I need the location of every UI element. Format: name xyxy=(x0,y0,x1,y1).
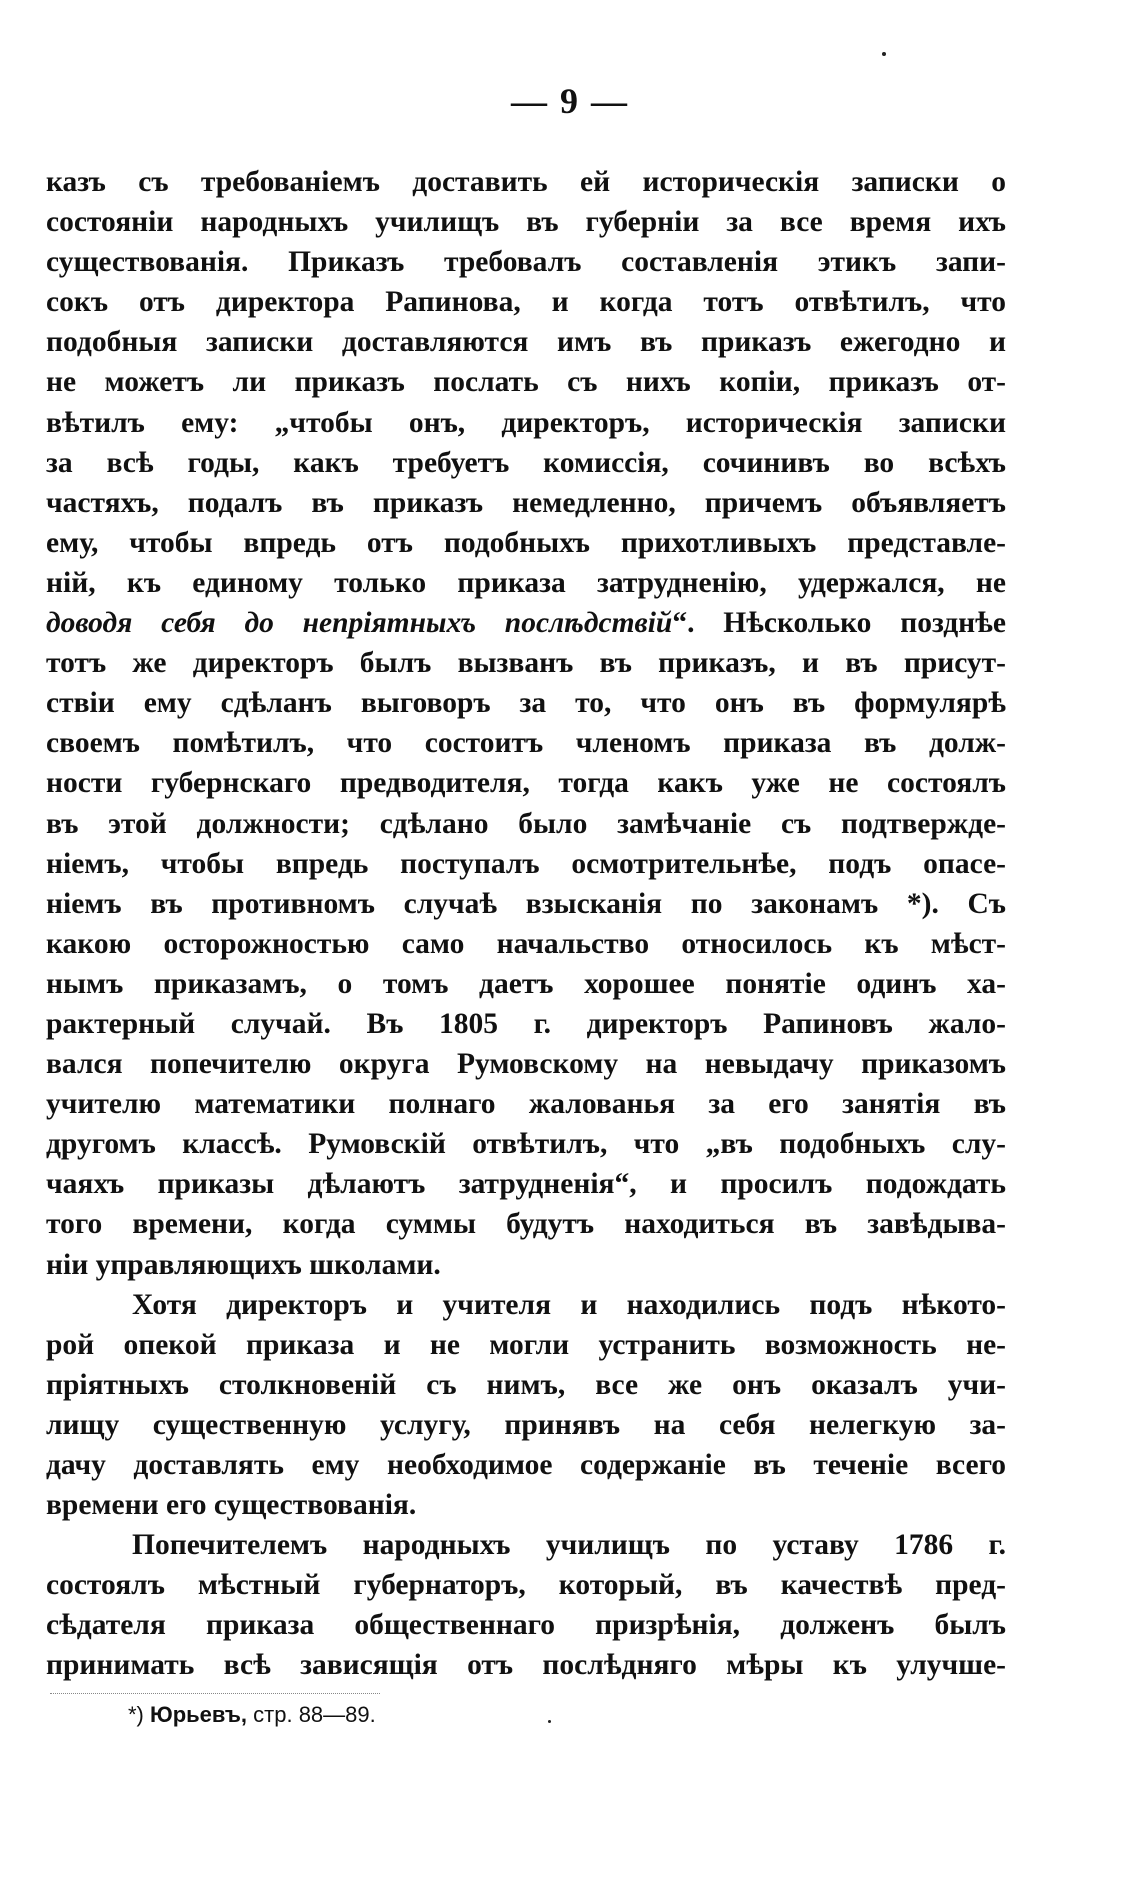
text-line: сокъ отъ директора Рапинова, и когда тотъ отвѣтилъ, что xyxy=(46,286,1006,319)
text-line: того времени, когда суммы будутъ находиться въ завѣдыва- xyxy=(46,1208,1006,1241)
text-line: рой опекой приказа и не могли устранить возможность не- xyxy=(46,1328,1006,1361)
text-line: времени его существованія. xyxy=(46,1489,417,1522)
body-text xyxy=(46,162,1006,1686)
print-speck xyxy=(548,1720,551,1723)
text-line: своемъ помѣтилъ, что состоитъ членомъ приказа въ долж- xyxy=(46,727,1006,760)
text-line-mixed xyxy=(46,603,1006,643)
footnote-mark: *) xyxy=(128,1702,144,1727)
text-line: ніемъ, чтобы впредь поступалъ осмотрительнѣе, подъ опасе- xyxy=(46,847,1006,880)
text-line: ности губернскаго предводителя, тогда какъ уже не состоялъ xyxy=(46,767,1006,800)
text-line: ствіи ему сдѣланъ выговоръ за то, что онъ въ формулярѣ xyxy=(46,687,1006,720)
text-line: чаяхъ приказы дѣлаютъ затрудненія“, и просилъ подождать xyxy=(46,1168,1006,1201)
italic-quote: доводя себя до непріятныхъ послѣдствій xyxy=(46,607,673,640)
text-line: рактерный случай. Въ 1805 г. директоръ Рапиновъ жало- xyxy=(46,1007,1006,1040)
text-line: не можетъ ли приказъ послать съ нихъ копіи, приказъ от- xyxy=(46,366,1006,399)
text-line: сѣдателя приказа общественнаго призрѣнія, долженъ былъ xyxy=(46,1609,1006,1642)
print-speck xyxy=(882,52,886,56)
text-line: другомъ классѣ. Румовскій отвѣтилъ, что „въ подобныхъ слу- xyxy=(46,1128,1006,1161)
text-line: учителю математики полнаго жалованья за его занятія въ xyxy=(46,1088,1006,1121)
text-line: принимать всѣ зависящія отъ послѣдняго мѣры къ улучше- xyxy=(46,1649,1006,1682)
footnote xyxy=(128,1700,376,1730)
text-line: казъ съ требованіемъ доставить ей историческія записки о xyxy=(46,166,1006,198)
footnote-ref: стр. 88—89. xyxy=(253,1702,376,1727)
text-line: лищу существенную услугу, принявъ на себя нелегкую за- xyxy=(46,1408,1006,1441)
text-line: вѣтилъ ему: „чтобы онъ, директоръ, историческія записки xyxy=(46,406,1006,439)
text-line: въ этой должности; сдѣлано было замѣчаніе съ подтвержде- xyxy=(46,807,1006,840)
text-line: нымъ приказамъ, о томъ даетъ хорошее понятіе одинъ ха- xyxy=(46,967,1006,1000)
text-line: тотъ же директоръ былъ вызванъ въ приказъ, и въ присут- xyxy=(46,647,1006,680)
text-line: состоялъ мѣстный губернаторъ, который, въ качествѣ пред- xyxy=(46,1569,1006,1602)
text-line: ніемъ въ противномъ случаѣ взысканія по законамъ *). Съ xyxy=(46,887,1006,920)
text-line: существованія. Приказъ требовалъ составленія этикъ запи- xyxy=(46,246,1006,279)
text-line: Попечителемъ народныхъ училищъ по уставу 1786 г. xyxy=(132,1529,1006,1562)
text-line: за всѣ годы, какъ требуетъ комиссія, сочинивъ во всѣхъ xyxy=(46,446,1006,479)
text-after-italic: “. Нѣсколько позднѣе xyxy=(672,607,1006,640)
text-line: ніи управляющихъ школами. xyxy=(46,1248,441,1281)
text-line: дачу доставлять ему необходимое содержаніе въ теченіе всего xyxy=(46,1449,1006,1481)
text-line: частяхъ, подалъ въ приказъ немедленно, причемъ объявляетъ xyxy=(46,486,1006,519)
text-line: вался попечителю округа Румовскому на невыдачу приказомъ xyxy=(46,1048,1006,1081)
text-line: пріятныхъ столкновеній съ нимъ, все же онъ оказалъ учи- xyxy=(46,1368,1006,1401)
text-line: ему, чтобы впредь отъ подобныхъ прихотливыхъ представле- xyxy=(46,526,1006,559)
text-line: какою осторожностью само начальство относилось къ мѣст- xyxy=(46,927,1006,960)
footnote-author: Юрьевъ, xyxy=(150,1702,248,1727)
footnote-divider xyxy=(50,1693,380,1694)
text-line: подобныя записки доставляются имъ въ приказъ ежегодно и xyxy=(46,326,1006,359)
text-line: состояніи народныхъ училищъ въ губерніи за все время ихъ xyxy=(46,206,1006,239)
text-line: ній, къ единому только приказа затрудненію, удержался, не xyxy=(46,566,1006,599)
text-line: Хотя директоръ и учителя и находились подъ нѣкото- xyxy=(132,1288,1006,1321)
page-number: — 9 — xyxy=(511,81,629,121)
